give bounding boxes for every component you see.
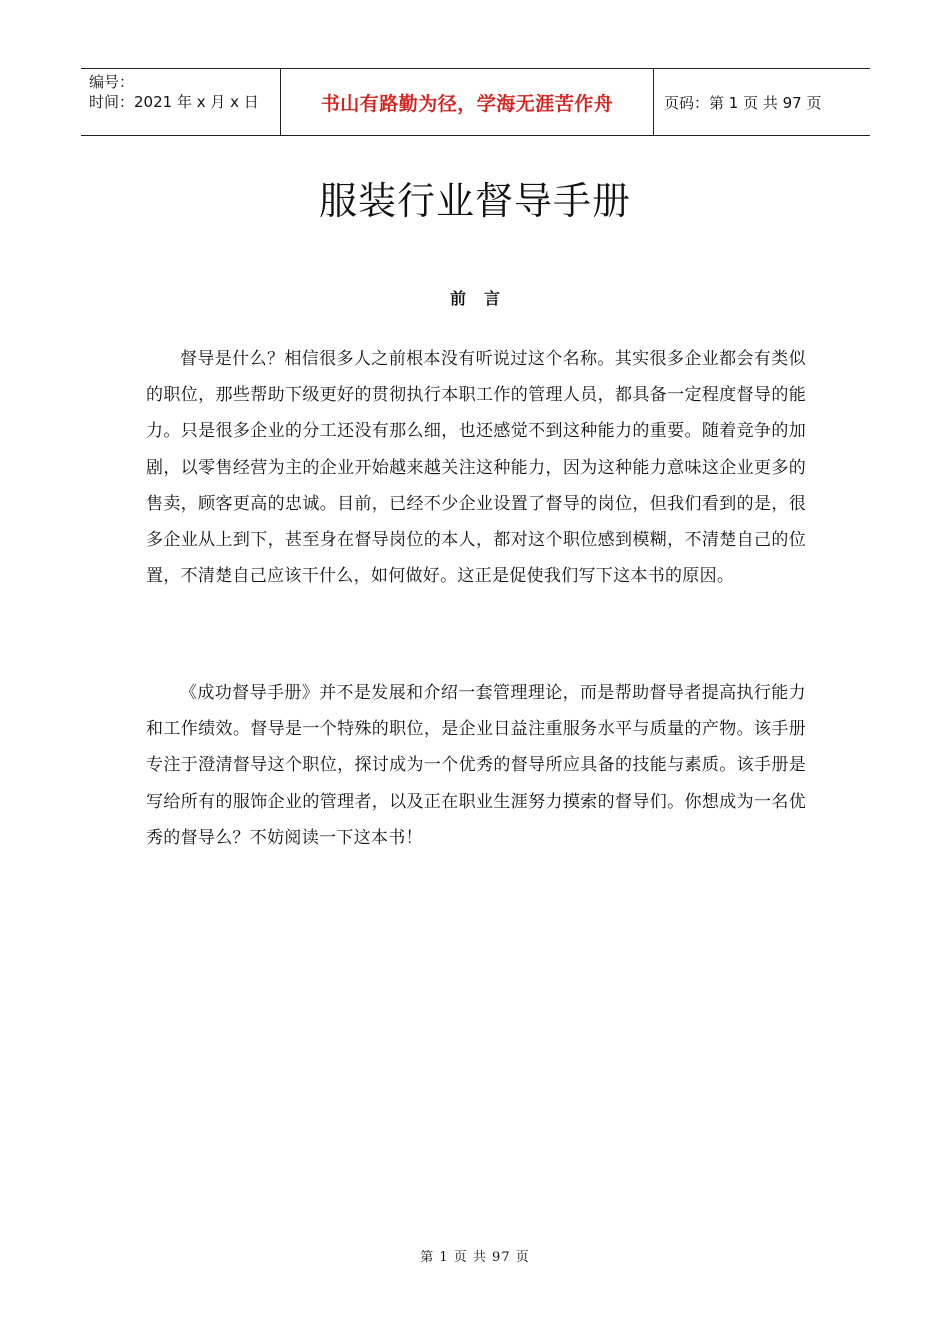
header-motto-cell [281,69,654,135]
body-paragraph: 《成功督导手册》并不是发展和介绍一套管理理论，而是帮助督导者提高执行能力和工作绩效。督导是一个特殊的职位，是企业日益注重服务水平与质量的产物。该手册专注于澄清督导这个职位，探讨成为一个优秀的督导所应具备的技能与素质。该手册是写给所有的服饰企业的管理者，以及正在职业生涯努力摸索的督导们。你想成为一名优秀的督导么？不妨阅读一下这本书！ [146,683,806,848]
document-title: 服装行业督导手册 [318,179,631,223]
preface-heading: 前言 [449,289,518,308]
document-number-label: 编号： [89,73,135,91]
header-motto: 书山有路勤为径，学海无涯苦作舟 [320,92,614,115]
document-date: 时间：2021 年 x 月 x 日 [89,93,259,111]
header-page-info: 页码：第 1 页 共 97 页 [664,93,822,112]
body-paragraph: 督导是什么？相信很多人之前根本没有听说过这个名称。其实很多企业都会有类似的职位，那些帮助下级更好的贯彻执行本职工作的管理人员，都具备一定程度督导的能力。只是很多企业的分工还没有那么细，也还感觉不到这种能力的重要。随着竞争的加剧，以零售经营为主的企业开始越来越关注这种能力，因为这种能力意味这企业更多的售卖，顾客更高的忠诚。目前，已经不少企业设置了督导的岗位，但我们看到的是，很多企业从上到下，甚至身在督导岗位的本人，都对这个职位感到模糊，不清楚自己的位置，不清楚自己应该干什么，如何做好。这正是促使我们写下这本书的原因。 [146,349,806,587]
header-page-cell [654,69,870,135]
document-header [81,68,870,136]
page-footer: 第 1 页 共 97 页 [420,1250,530,1265]
header-meta-cell [81,69,281,135]
